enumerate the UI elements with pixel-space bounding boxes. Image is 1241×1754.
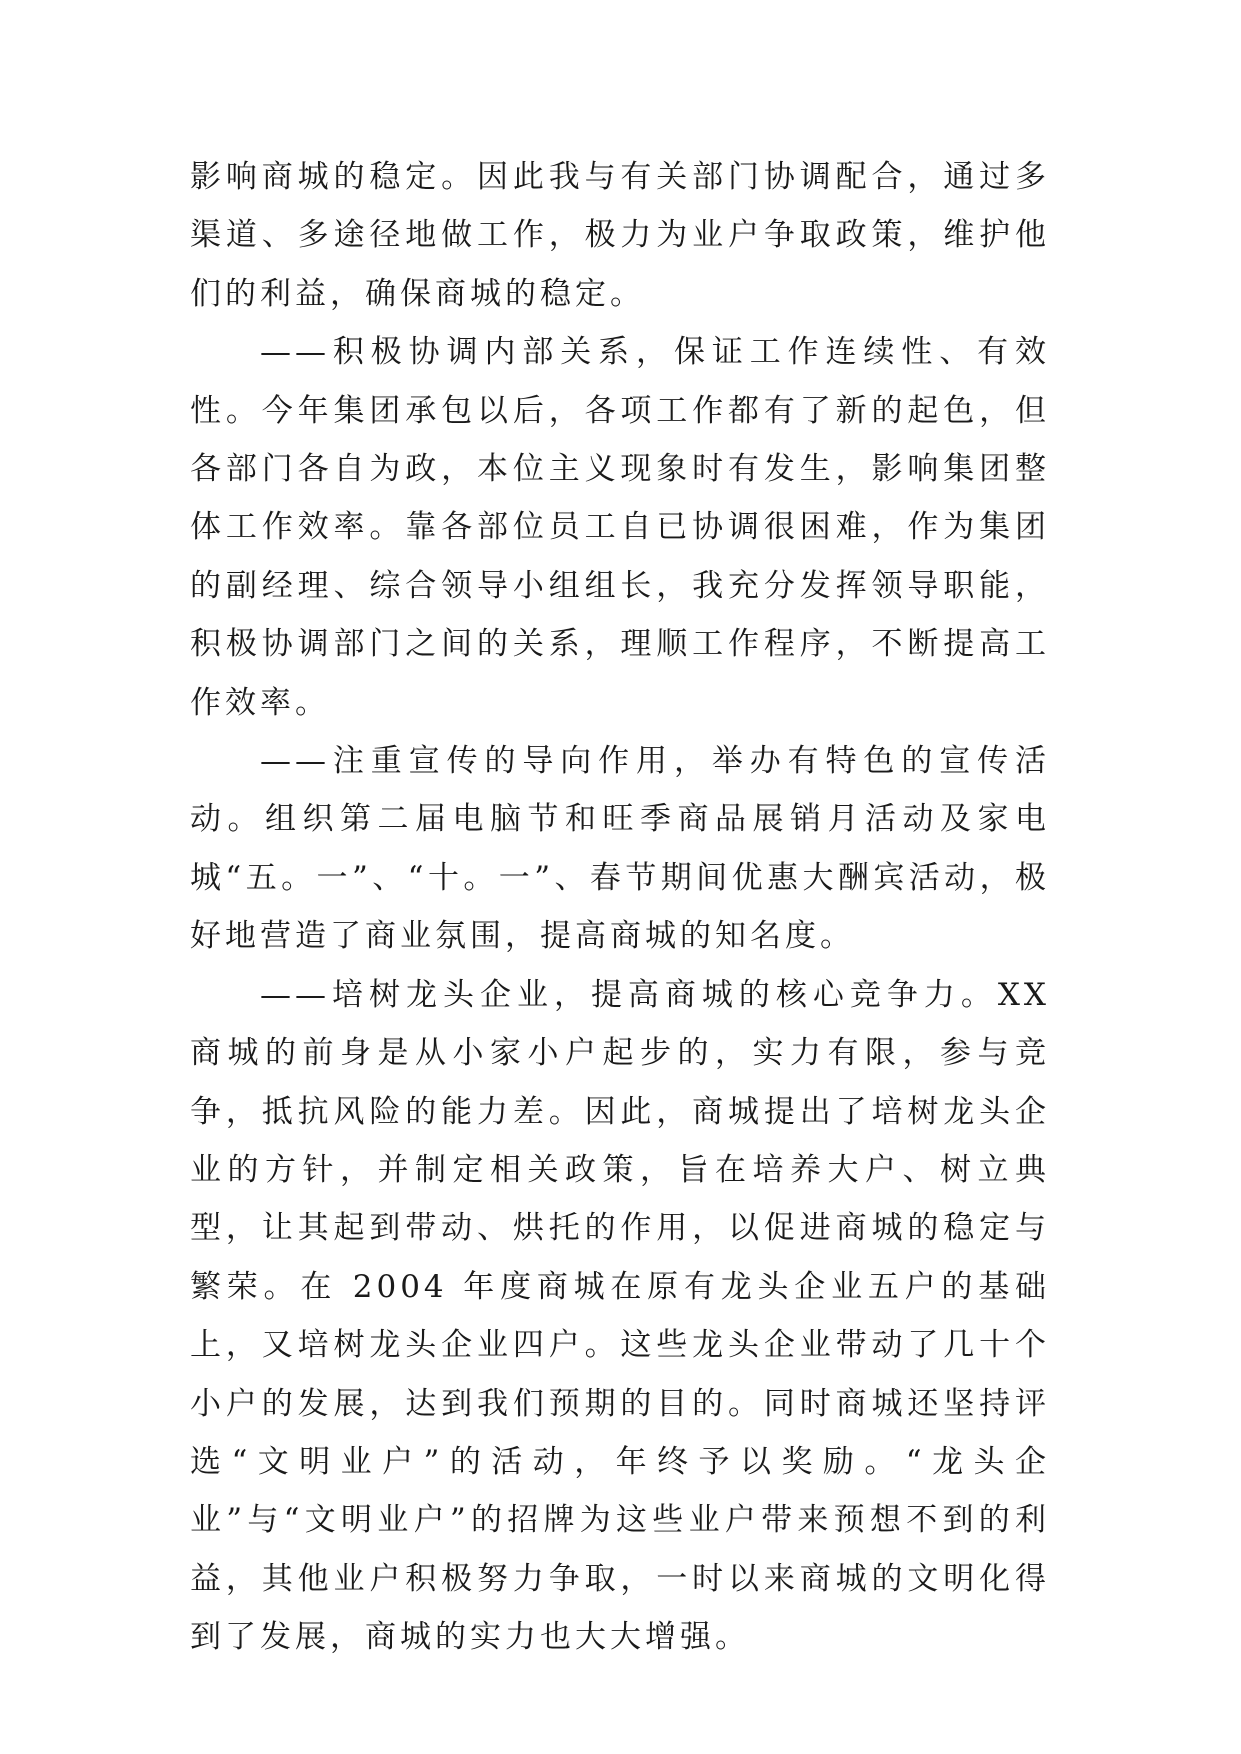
paragraph-leading-enterprises: ——培树龙头企业，提高商城的核心竞争力。XX 商城的前身是从小家小户起步的，实力有限，参与竞争，抵抗风险的能力差。因此，商城提出了培树龙头企业的方针，并制定相关政策，旨在培养大户、树立典型，让其起到带动、烘托的作用，以促进商城的稳定与繁荣。在 2004 年度商城在原有龙头企业五户的基础上，又培树龙头企业四户。这些龙头企业带动了几十个小户的发展，达到我们预期的目的。同时商城还坚持评选“文明业户”的活动，年终予以奖励。“龙头企业”与“文明业户”的招牌为这些业户带来预想不到的利益，其他业户积极努力争取，一时以来商城的文明化得到了发展，商城的实力也大大增强。 <box>190 976 1050 1656</box>
paragraph-publicity-activities: ——注重宣传的导向作用，举办有特色的宣传活动。组织第二届电脑节和旺季商品展销月活动及家电城“五。一”、“十。一”、春节期间优惠大酬宾活动，极好地营造了商业氛围，提高商城的知名度。 <box>190 743 1050 955</box>
paragraph-internal-coordination: ——积极协调内部关系，保证工作连续性、有效性。今年集团承包以后，各项工作都有了新的起色，但各部门各自为政，本位主义现象时有发生，影响集团整体工作效率。靠各部位员工自已协调很困难，作为集团的副经理、综合领导小组组长，我充分发挥领导职能，积极协调部门之间的关系，理顺工作程序，不断提高工作效率。 <box>190 334 1050 721</box>
document-body <box>190 148 1050 1667</box>
paragraph-stability: 影响商城的稳定。因此我与有关部门协调配合，通过多渠道、多途径地做工作，极力为业户争取政策，维护他们的利益，确保商城的稳定。 <box>190 159 1050 312</box>
